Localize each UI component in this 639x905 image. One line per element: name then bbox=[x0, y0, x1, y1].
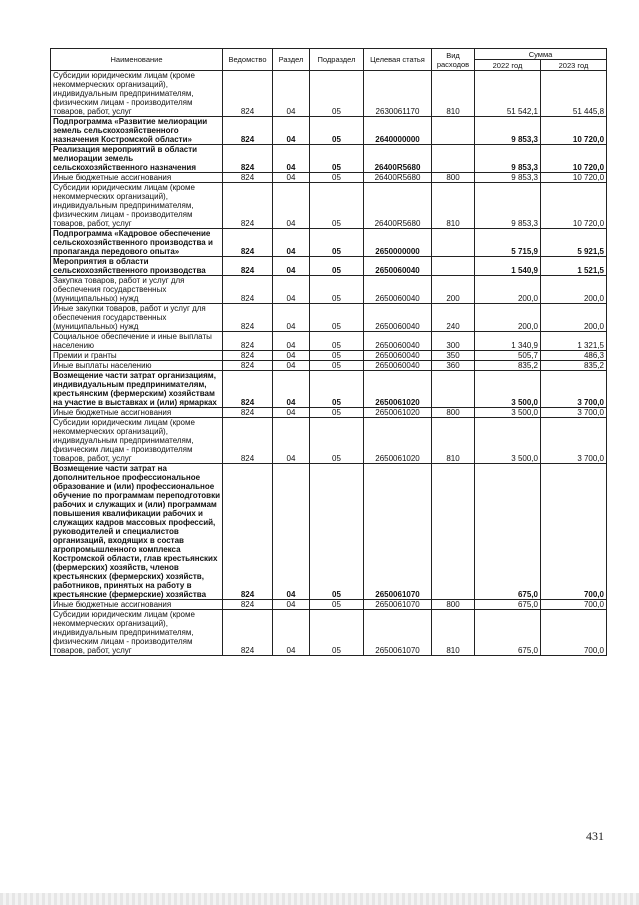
page-number: 431 bbox=[586, 829, 604, 843]
cell-razdel: 04 bbox=[273, 464, 310, 600]
cell-sum-2023: 10 720,0 bbox=[541, 183, 607, 229]
cell-sum-2023: 1 321,5 bbox=[541, 332, 607, 351]
header-sum: Сумма bbox=[475, 49, 607, 60]
cell-expense-type bbox=[432, 257, 475, 276]
cell-expense-type: 350 bbox=[432, 351, 475, 361]
cell-sum-2022: 51 542,1 bbox=[475, 71, 541, 117]
cell-name: Реализация мероприятий в области мелиорации земель сельскохозяйственного назначения bbox=[51, 145, 223, 173]
cell-sum-2022: 9 853,3 bbox=[475, 145, 541, 173]
cell-razdel: 04 bbox=[273, 173, 310, 183]
cell-target-article: 2650060040 bbox=[364, 257, 432, 276]
cell-expense-type bbox=[432, 117, 475, 145]
cell-vedomstvo: 824 bbox=[223, 145, 273, 173]
cell-name: Иные бюджетные ассигнования bbox=[51, 600, 223, 610]
cell-razdel: 04 bbox=[273, 361, 310, 371]
cell-sum-2022: 835,2 bbox=[475, 361, 541, 371]
cell-razdel: 04 bbox=[273, 351, 310, 361]
cell-expense-type bbox=[432, 371, 475, 408]
cell-vedomstvo: 824 bbox=[223, 418, 273, 464]
table-row bbox=[51, 464, 607, 600]
cell-name: Возмещение части затрат организациям, индивидуальным предпринимателям, крестьянским (фермерским) хозяйствам на участие в выставках и (или) ярмарках bbox=[51, 371, 223, 408]
cell-name: Возмещение части затрат на дополнительное профессиональное образование и (или) профессиональное обучение по программам переподготовки рабочих и служащих и (или) программам повышения квалификации рабочих и служащих кадров массовых профессий, руководителей и специалистов организаций, входящих в состав агропромышленного комплекса Костромской области, глав крестьянских (фермерских) хозяйств, членов крестьянских (фермерских) хозяйств, работников, принятых на работу в крестьянские (фермерские) хозяйства bbox=[51, 464, 223, 600]
cell-target-article: 2650060040 bbox=[364, 361, 432, 371]
cell-sum-2023: 3 700,0 bbox=[541, 408, 607, 418]
cell-name: Иные выплаты населению bbox=[51, 361, 223, 371]
cell-sum-2023: 700,0 bbox=[541, 464, 607, 600]
cell-sum-2023: 700,0 bbox=[541, 610, 607, 656]
cell-vedomstvo: 824 bbox=[223, 276, 273, 304]
cell-podrazdel: 05 bbox=[310, 117, 364, 145]
cell-sum-2023: 200,0 bbox=[541, 276, 607, 304]
table-row bbox=[51, 408, 607, 418]
cell-target-article: 2630061170 bbox=[364, 71, 432, 117]
cell-sum-2023: 835,2 bbox=[541, 361, 607, 371]
header-year-2022: 2022 год bbox=[475, 60, 541, 71]
table-row bbox=[51, 173, 607, 183]
table-row bbox=[51, 351, 607, 361]
cell-target-article: 2650060040 bbox=[364, 351, 432, 361]
table-row bbox=[51, 361, 607, 371]
cell-vedomstvo: 824 bbox=[223, 464, 273, 600]
scan-edge-strip bbox=[0, 893, 639, 905]
cell-sum-2023: 700,0 bbox=[541, 600, 607, 610]
cell-podrazdel: 05 bbox=[310, 610, 364, 656]
cell-podrazdel: 05 bbox=[310, 229, 364, 257]
cell-sum-2022: 9 853,3 bbox=[475, 117, 541, 145]
cell-sum-2022: 1 340,9 bbox=[475, 332, 541, 351]
cell-razdel: 04 bbox=[273, 304, 310, 332]
cell-sum-2023: 486,3 bbox=[541, 351, 607, 361]
budget-table bbox=[50, 48, 607, 656]
cell-sum-2023: 10 720,0 bbox=[541, 117, 607, 145]
cell-sum-2022: 200,0 bbox=[475, 276, 541, 304]
cell-expense-type bbox=[432, 145, 475, 173]
cell-name: Субсидии юридическим лицам (кроме некоммерческих организаций), индивидуальным предпринимателям, физическим лицам - производителям товаров, работ, услуг bbox=[51, 71, 223, 117]
header-razdel: Раздел bbox=[273, 49, 310, 71]
cell-podrazdel: 05 bbox=[310, 408, 364, 418]
cell-sum-2023: 5 921,5 bbox=[541, 229, 607, 257]
cell-sum-2022: 675,0 bbox=[475, 600, 541, 610]
cell-sum-2022: 3 500,0 bbox=[475, 418, 541, 464]
cell-vedomstvo: 824 bbox=[223, 304, 273, 332]
cell-vedomstvo: 824 bbox=[223, 332, 273, 351]
table-row bbox=[51, 145, 607, 173]
cell-podrazdel: 05 bbox=[310, 276, 364, 304]
cell-name: Мероприятия в области сельскохозяйственного производства bbox=[51, 257, 223, 276]
cell-sum-2023: 10 720,0 bbox=[541, 173, 607, 183]
header-expense-type: Вид расходов bbox=[432, 49, 475, 71]
cell-razdel: 04 bbox=[273, 229, 310, 257]
cell-expense-type: 800 bbox=[432, 408, 475, 418]
header-vedomstvo: Ведомство bbox=[223, 49, 273, 71]
cell-vedomstvo: 824 bbox=[223, 71, 273, 117]
cell-target-article: 2650060040 bbox=[364, 332, 432, 351]
cell-name: Премии и гранты bbox=[51, 351, 223, 361]
cell-target-article: 2650061020 bbox=[364, 418, 432, 464]
table-row bbox=[51, 276, 607, 304]
cell-name: Подпрограмма «Развитие мелиорации земель сельскохозяйственного назначения Костромской области» bbox=[51, 117, 223, 145]
cell-sum-2022: 675,0 bbox=[475, 610, 541, 656]
cell-vedomstvo: 824 bbox=[223, 173, 273, 183]
cell-sum-2023: 51 445,8 bbox=[541, 71, 607, 117]
cell-podrazdel: 05 bbox=[310, 304, 364, 332]
cell-name: Закупка товаров, работ и услуг для обеспечения государственных (муниципальных) нужд bbox=[51, 276, 223, 304]
cell-target-article: 2650061020 bbox=[364, 408, 432, 418]
cell-sum-2022: 505,7 bbox=[475, 351, 541, 361]
cell-name: Иные бюджетные ассигнования bbox=[51, 173, 223, 183]
cell-target-article: 26400R5680 bbox=[364, 173, 432, 183]
cell-name: Иные закупки товаров, работ и услуг для обеспечения государственных (муниципальных) нужд bbox=[51, 304, 223, 332]
cell-expense-type: 300 bbox=[432, 332, 475, 351]
cell-expense-type: 200 bbox=[432, 276, 475, 304]
table-row bbox=[51, 257, 607, 276]
cell-razdel: 04 bbox=[273, 408, 310, 418]
cell-expense-type: 810 bbox=[432, 418, 475, 464]
cell-target-article: 2650060040 bbox=[364, 304, 432, 332]
cell-podrazdel: 05 bbox=[310, 361, 364, 371]
cell-podrazdel: 05 bbox=[310, 351, 364, 361]
cell-name: Иные бюджетные ассигнования bbox=[51, 408, 223, 418]
cell-expense-type: 800 bbox=[432, 173, 475, 183]
cell-razdel: 04 bbox=[273, 610, 310, 656]
cell-sum-2022: 3 500,0 bbox=[475, 371, 541, 408]
cell-razdel: 04 bbox=[273, 257, 310, 276]
cell-name: Социальное обеспечение и иные выплаты населению bbox=[51, 332, 223, 351]
cell-podrazdel: 05 bbox=[310, 418, 364, 464]
header-podrazdel: Подраздел bbox=[310, 49, 364, 71]
cell-expense-type bbox=[432, 229, 475, 257]
cell-podrazdel: 05 bbox=[310, 173, 364, 183]
table-row bbox=[51, 371, 607, 408]
cell-sum-2023: 10 720,0 bbox=[541, 145, 607, 173]
cell-target-article: 26400R5680 bbox=[364, 183, 432, 229]
cell-sum-2022: 3 500,0 bbox=[475, 408, 541, 418]
cell-vedomstvo: 824 bbox=[223, 229, 273, 257]
cell-target-article: 2650061070 bbox=[364, 464, 432, 600]
cell-expense-type: 810 bbox=[432, 71, 475, 117]
cell-sum-2022: 200,0 bbox=[475, 304, 541, 332]
cell-vedomstvo: 824 bbox=[223, 371, 273, 408]
cell-podrazdel: 05 bbox=[310, 332, 364, 351]
cell-name: Подпрограмма «Кадровое обеспечение сельскохозяйственного производства и пропаганда передового опыта» bbox=[51, 229, 223, 257]
cell-sum-2022: 675,0 bbox=[475, 464, 541, 600]
cell-target-article: 2650000000 bbox=[364, 229, 432, 257]
cell-target-article: 2650061070 bbox=[364, 600, 432, 610]
table-body bbox=[51, 71, 607, 656]
cell-podrazdel: 05 bbox=[310, 600, 364, 610]
cell-name: Субсидии юридическим лицам (кроме некоммерческих организаций), индивидуальным предпринимателям, физическим лицам - производителям товаров, работ, услуг bbox=[51, 418, 223, 464]
cell-razdel: 04 bbox=[273, 117, 310, 145]
cell-target-article: 2650060040 bbox=[364, 276, 432, 304]
cell-vedomstvo: 824 bbox=[223, 361, 273, 371]
header-year-2023: 2023 год bbox=[541, 60, 607, 71]
table-row bbox=[51, 332, 607, 351]
cell-expense-type: 810 bbox=[432, 183, 475, 229]
table-header bbox=[51, 49, 607, 71]
table-row bbox=[51, 600, 607, 610]
header-target-article: Целевая статья bbox=[364, 49, 432, 71]
table-row bbox=[51, 183, 607, 229]
cell-sum-2023: 200,0 bbox=[541, 304, 607, 332]
table-row bbox=[51, 304, 607, 332]
cell-vedomstvo: 824 bbox=[223, 183, 273, 229]
cell-razdel: 04 bbox=[273, 371, 310, 408]
cell-sum-2022: 9 853,3 bbox=[475, 173, 541, 183]
cell-target-article: 2640000000 bbox=[364, 117, 432, 145]
cell-vedomstvo: 824 bbox=[223, 117, 273, 145]
table-row bbox=[51, 418, 607, 464]
cell-sum-2022: 1 540,9 bbox=[475, 257, 541, 276]
cell-podrazdel: 05 bbox=[310, 257, 364, 276]
cell-sum-2023: 1 521,5 bbox=[541, 257, 607, 276]
cell-razdel: 04 bbox=[273, 600, 310, 610]
cell-sum-2023: 3 700,0 bbox=[541, 418, 607, 464]
cell-vedomstvo: 824 bbox=[223, 408, 273, 418]
cell-expense-type: 240 bbox=[432, 304, 475, 332]
cell-vedomstvo: 824 bbox=[223, 257, 273, 276]
cell-sum-2022: 5 715,9 bbox=[475, 229, 541, 257]
cell-vedomstvo: 824 bbox=[223, 600, 273, 610]
cell-podrazdel: 05 bbox=[310, 145, 364, 173]
table-row bbox=[51, 71, 607, 117]
cell-podrazdel: 05 bbox=[310, 464, 364, 600]
cell-target-article: 2650061020 bbox=[364, 371, 432, 408]
cell-expense-type bbox=[432, 464, 475, 600]
cell-razdel: 04 bbox=[273, 332, 310, 351]
cell-target-article: 26400R5680 bbox=[364, 145, 432, 173]
table-row bbox=[51, 117, 607, 145]
cell-sum-2022: 9 853,3 bbox=[475, 183, 541, 229]
cell-vedomstvo: 824 bbox=[223, 351, 273, 361]
cell-expense-type: 800 bbox=[432, 600, 475, 610]
cell-target-article: 2650061070 bbox=[364, 610, 432, 656]
cell-podrazdel: 05 bbox=[310, 371, 364, 408]
cell-expense-type: 360 bbox=[432, 361, 475, 371]
cell-name: Субсидии юридическим лицам (кроме некоммерческих организаций), индивидуальным предпринимателям, физическим лицам - производителям товаров, работ, услуг bbox=[51, 183, 223, 229]
cell-razdel: 04 bbox=[273, 183, 310, 229]
cell-sum-2023: 3 700,0 bbox=[541, 371, 607, 408]
cell-razdel: 04 bbox=[273, 418, 310, 464]
cell-expense-type: 810 bbox=[432, 610, 475, 656]
cell-vedomstvo: 824 bbox=[223, 610, 273, 656]
cell-razdel: 04 bbox=[273, 276, 310, 304]
header-name: Наименование bbox=[51, 49, 223, 71]
cell-razdel: 04 bbox=[273, 145, 310, 173]
cell-razdel: 04 bbox=[273, 71, 310, 117]
table-row bbox=[51, 229, 607, 257]
cell-name: Субсидии юридическим лицам (кроме некоммерческих организаций), индивидуальным предпринимателям, физическим лицам - производителям товаров, работ, услуг bbox=[51, 610, 223, 656]
table-row bbox=[51, 610, 607, 656]
cell-podrazdel: 05 bbox=[310, 183, 364, 229]
cell-podrazdel: 05 bbox=[310, 71, 364, 117]
